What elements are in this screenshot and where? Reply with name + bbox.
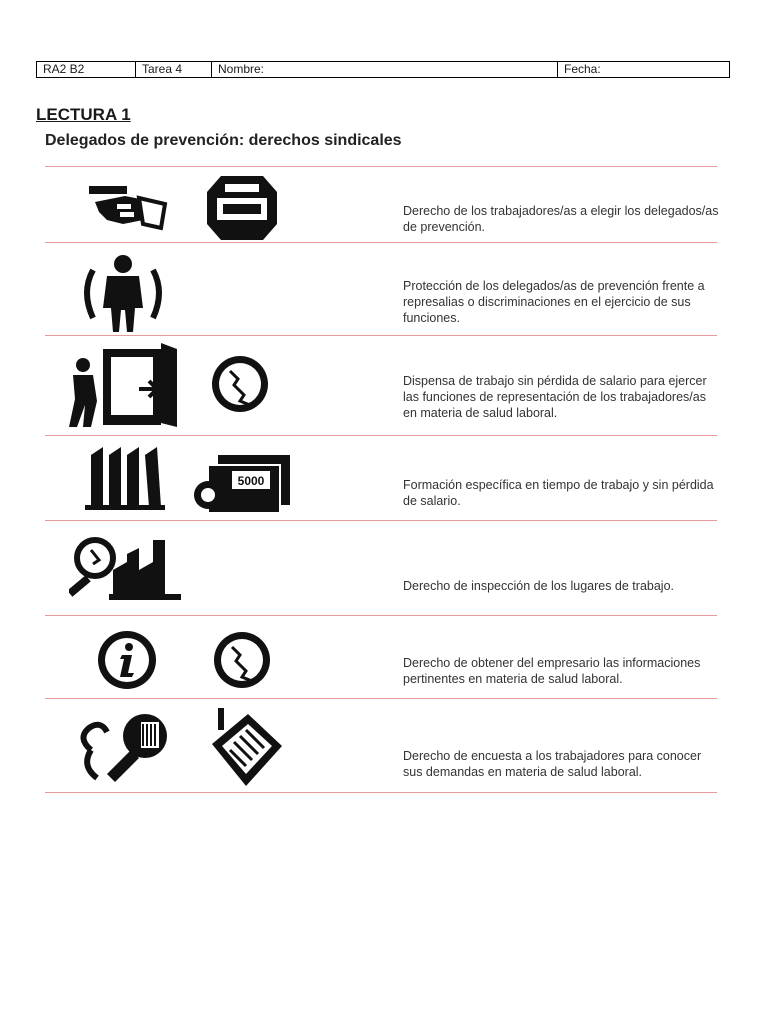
header-cell-task: Tarea 4 xyxy=(136,62,212,77)
hand-voting-icon xyxy=(87,180,169,236)
worker-exit-door-icon xyxy=(69,343,179,429)
right-row-training xyxy=(45,435,717,520)
header-cell-group: RA2 B2 xyxy=(37,62,136,77)
header-cell-date: Fecha: xyxy=(564,62,601,76)
header-table xyxy=(36,61,730,78)
right-row-elect-delegates xyxy=(45,166,717,242)
protected-person-icon xyxy=(81,252,165,334)
right-description: Derecho de los trabajadores/as a elegir los delegados/as de prevención. xyxy=(403,204,719,234)
right-description: Formación específica en tiempo de trabajo y sin pérdida de salario. xyxy=(403,478,714,508)
survey-clipboard-icon xyxy=(208,704,286,790)
right-row-work-exemption xyxy=(45,335,717,435)
clock-icon xyxy=(212,629,272,691)
header-cell-name: Nombre: xyxy=(212,62,558,77)
lectura-heading: LECTURA 1 xyxy=(36,105,131,124)
money-bills-icon xyxy=(192,451,292,515)
magnifier-factory-icon xyxy=(69,534,181,602)
document-title: Delegados de prevención: derechos sindicales xyxy=(45,132,402,149)
ballot-box-icon xyxy=(205,174,279,242)
microphone-icon xyxy=(71,710,171,786)
information-icon xyxy=(96,629,158,691)
right-description: Dispensa de trabajo sin pérdida de salario para ejercer las funciones de representación de los trabajadores/as en materia de salud laboral. xyxy=(403,374,707,420)
clock-icon xyxy=(210,353,270,415)
right-row-protection xyxy=(45,242,717,335)
right-row-survey xyxy=(45,698,717,792)
books-icon xyxy=(85,445,165,511)
banknote-value: 5000 xyxy=(237,474,265,488)
right-row-inspection xyxy=(45,520,717,615)
right-description: Derecho de encuesta a los trabajadores para conocer sus demandas en materia de salud laboral. xyxy=(403,749,702,779)
right-description: Protección de los delegados/as de prevención frente a represalias o discriminaciones en el ejercicio de sus funciones. xyxy=(403,279,705,325)
divider xyxy=(45,792,717,793)
right-description: Derecho de obtener del empresario las informaciones pertinentes en materia de salud laboral. xyxy=(403,656,701,686)
right-row-information xyxy=(45,615,717,698)
right-description: Derecho de inspección de los lugares de trabajo. xyxy=(403,579,675,593)
